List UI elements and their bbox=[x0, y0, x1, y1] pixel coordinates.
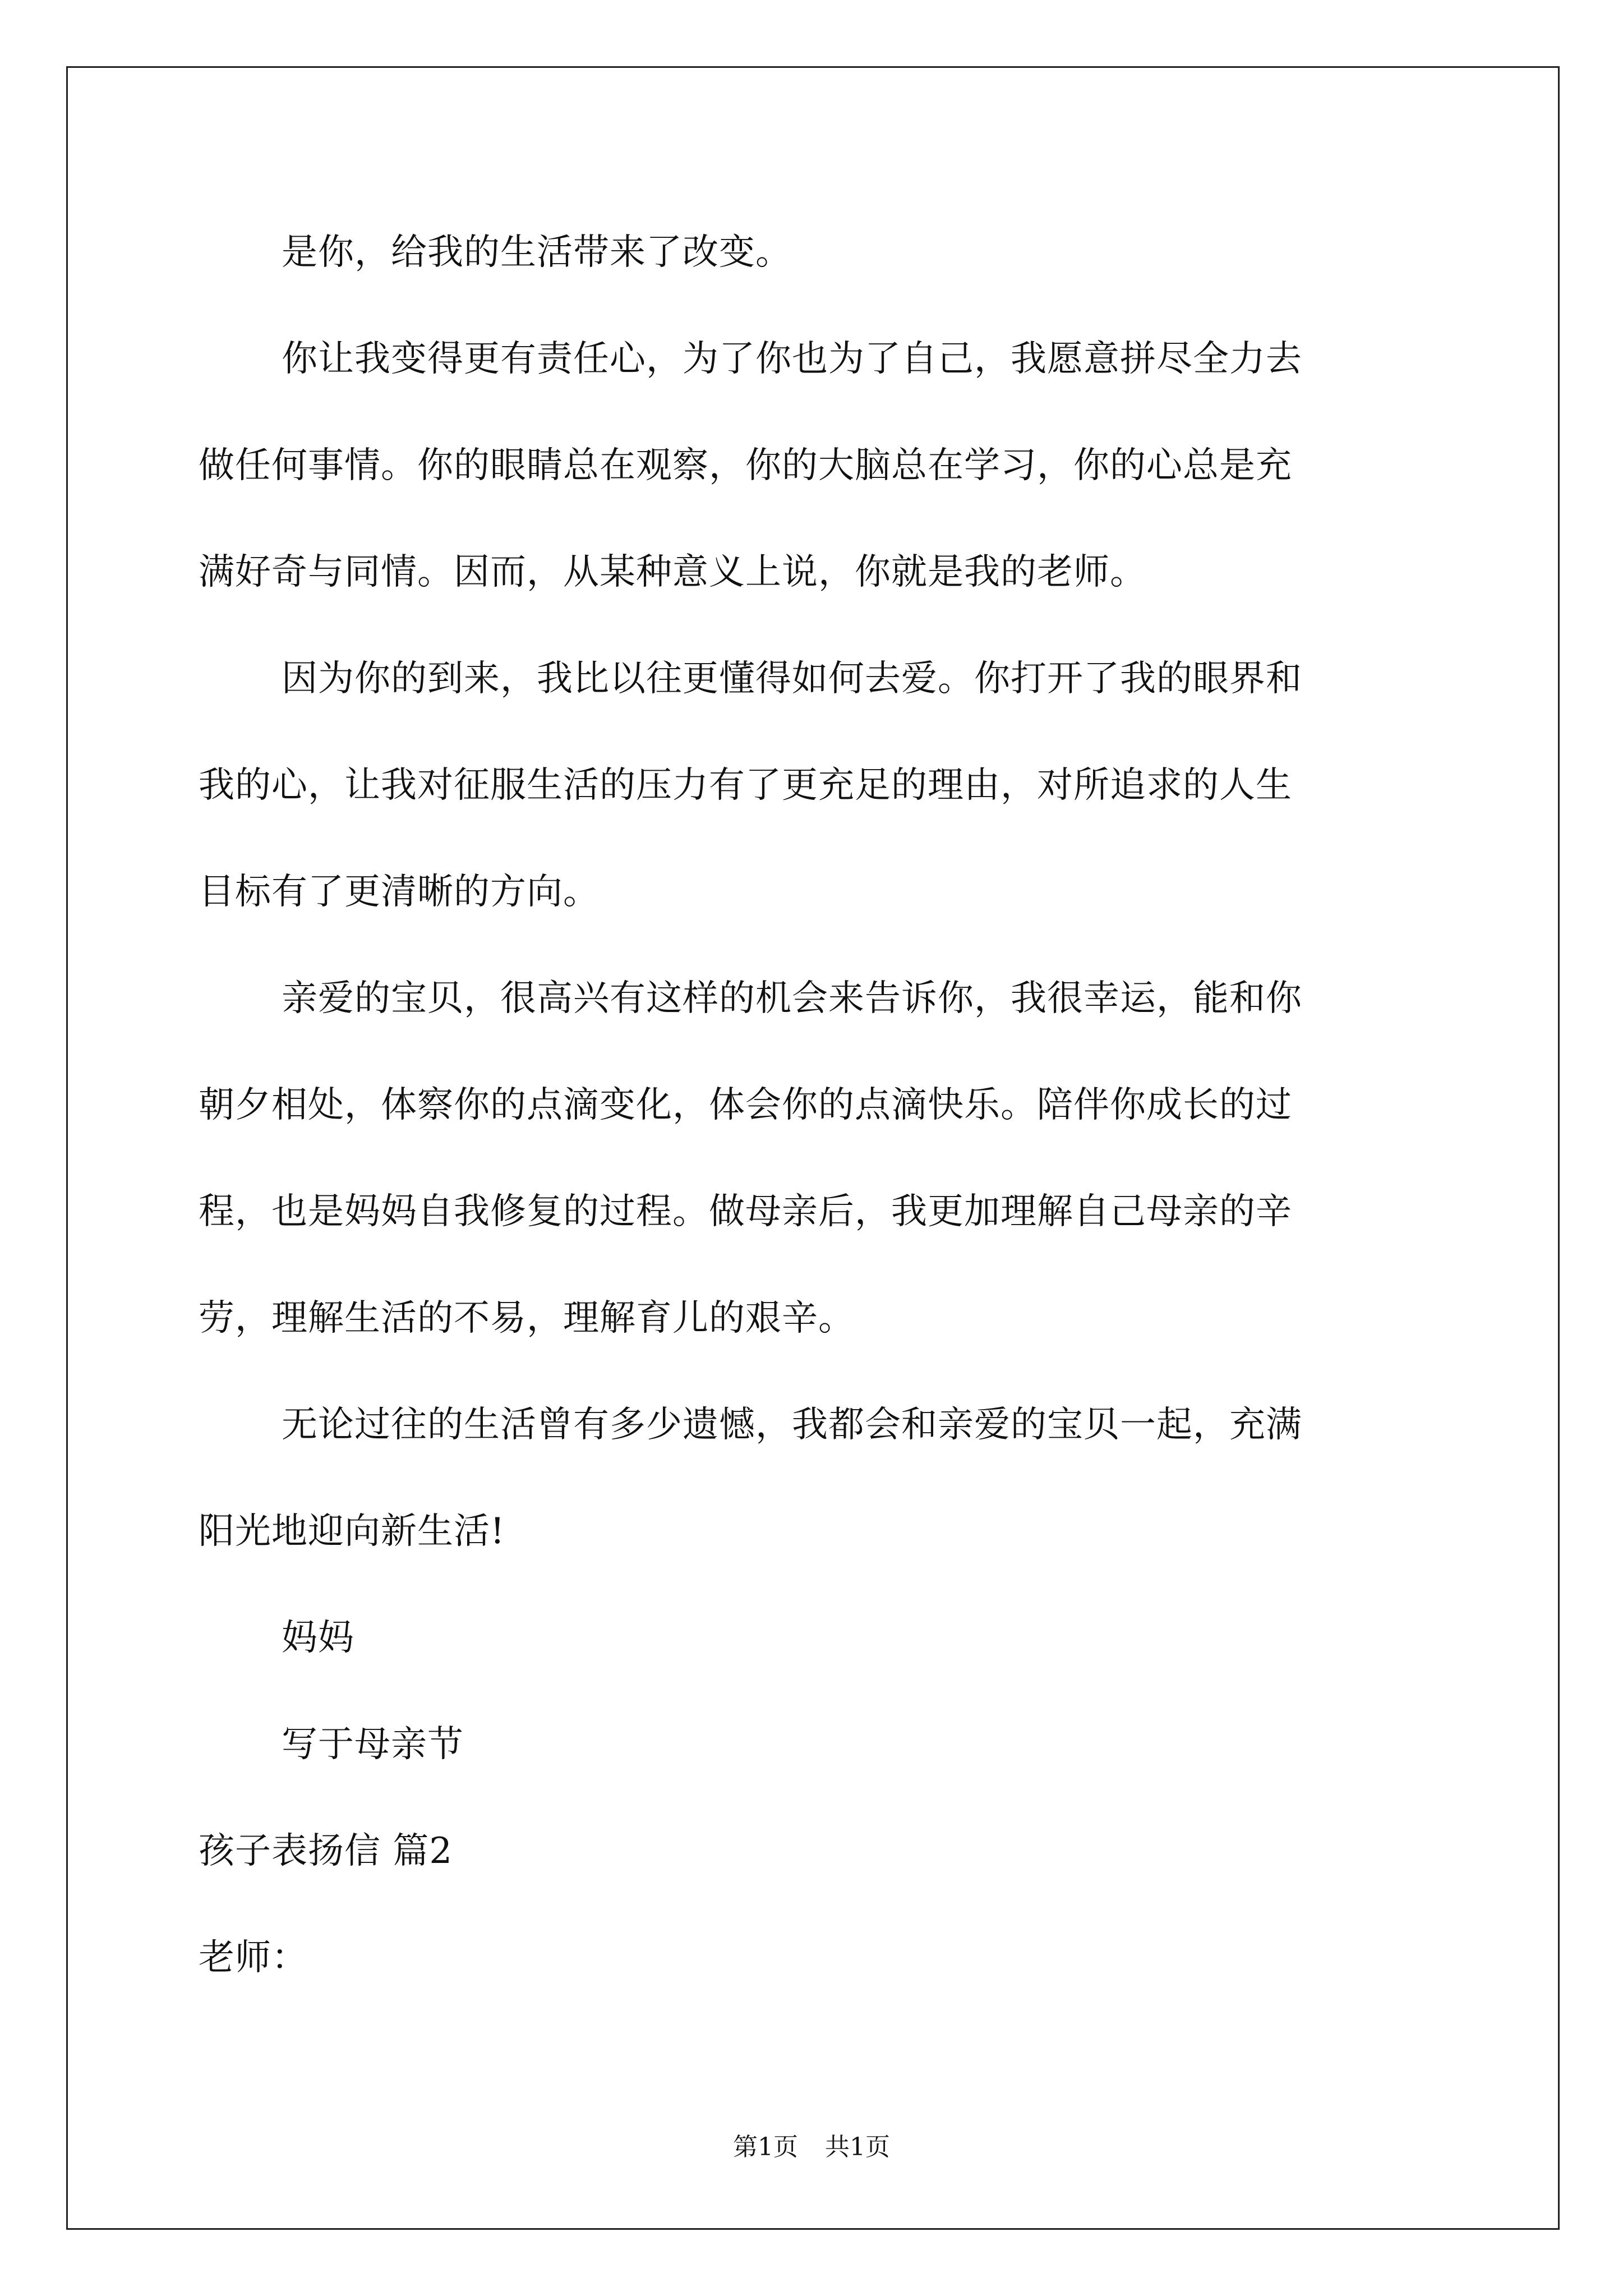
paragraph-line: 朝夕相处，体察你的点滴变化，体会你的点滴快乐。陪伴你成长的过 bbox=[199, 1084, 1292, 1126]
page-number-current: 第1页 bbox=[733, 2133, 798, 2161]
paragraph-line: 满好奇与同情。因而，从某种意义上说，你就是我的老师。 bbox=[199, 551, 1146, 593]
page-border bbox=[66, 66, 1560, 2230]
salutation-line: 老师： bbox=[199, 1937, 308, 1978]
paragraph-line: 程，也是妈妈自我修复的过程。做母亲后，我更加理解自己母亲的辛 bbox=[199, 1191, 1292, 1232]
section-heading: 孩子表扬信 篇2 bbox=[199, 1830, 453, 1872]
page-footer bbox=[0, 2135, 1623, 2160]
page-number-total: 共1页 bbox=[825, 2133, 890, 2161]
paragraph-line: 我的心，让我对征服生活的压力有了更充足的理由，对所追求的人生 bbox=[199, 765, 1292, 806]
paragraph-line: 目标有了更清晰的方向。 bbox=[199, 871, 600, 913]
paragraph-line: 亲爱的宝贝，很高兴有这样的机会来告诉你，我很幸运，能和你 bbox=[282, 978, 1302, 1019]
paragraph-line: 因为你的到来，我比以往更懂得如何去爱。你打开了我的眼界和 bbox=[282, 658, 1302, 700]
paragraph-line: 你让我变得更有责任心，为了你也为了自己，我愿意拼尽全力去 bbox=[282, 338, 1302, 380]
signature-line: 妈妈 bbox=[282, 1617, 354, 1659]
signature-date-line: 写于母亲节 bbox=[282, 1724, 464, 1765]
paragraph-line: 阳光地迎向新生活! bbox=[199, 1511, 505, 1552]
paragraph-line: 劳，理解生活的不易，理解育儿的艰辛。 bbox=[199, 1297, 855, 1339]
paragraph-line: 无论过往的生活曾有多少遗憾，我都会和亲爱的宝贝一起，充满 bbox=[282, 1404, 1302, 1446]
paragraph-line: 做任何事情。你的眼睛总在观察，你的大脑总在学习，你的心总是充 bbox=[199, 445, 1292, 486]
paragraph-line: 是你，给我的生活带来了改变。 bbox=[282, 232, 792, 273]
